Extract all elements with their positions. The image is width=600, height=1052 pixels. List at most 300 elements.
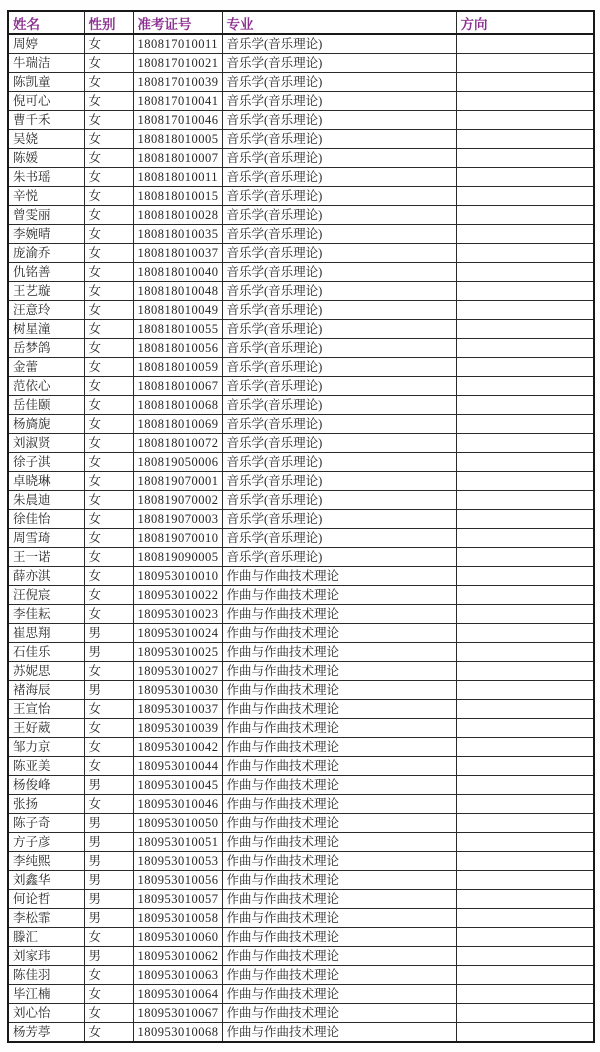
cell-major: 作曲与作曲技术理论	[222, 833, 456, 852]
table-row	[8, 814, 594, 833]
cell-ticket: 180953010045	[133, 776, 222, 795]
cell-direction	[456, 567, 594, 586]
cell-name: 庞渝乔	[8, 244, 84, 263]
cell-gender: 女	[84, 662, 133, 681]
cell-ticket: 180953010060	[133, 928, 222, 947]
table-row	[8, 510, 594, 529]
cell-name: 辛悦	[8, 187, 84, 206]
cell-name: 杨芳葶	[8, 1023, 84, 1043]
cell-name: 吴娆	[8, 130, 84, 149]
cell-direction	[456, 168, 594, 187]
cell-ticket: 180819070001	[133, 472, 222, 491]
cell-direction	[456, 453, 594, 472]
cell-name: 岳梦鸽	[8, 339, 84, 358]
cell-ticket: 180818010040	[133, 263, 222, 282]
cell-major: 音乐学(音乐理论)	[222, 301, 456, 320]
cell-direction	[456, 1023, 594, 1043]
cell-gender: 女	[84, 168, 133, 187]
cell-major: 音乐学(音乐理论)	[222, 130, 456, 149]
cell-ticket: 180953010010	[133, 567, 222, 586]
cell-gender: 女	[84, 567, 133, 586]
table-row	[8, 111, 594, 130]
cell-major: 作曲与作曲技术理论	[222, 814, 456, 833]
cell-ticket: 180818010015	[133, 187, 222, 206]
column-header-major: 专业	[222, 11, 456, 34]
cell-direction	[456, 339, 594, 358]
cell-gender: 女	[84, 453, 133, 472]
cell-major: 作曲与作曲技术理论	[222, 966, 456, 985]
cell-major: 作曲与作曲技术理论	[222, 928, 456, 947]
cell-direction	[456, 187, 594, 206]
cell-ticket: 180953010058	[133, 909, 222, 928]
cell-major: 音乐学(音乐理论)	[222, 472, 456, 491]
cell-direction	[456, 111, 594, 130]
cell-direction	[456, 814, 594, 833]
cell-gender: 女	[84, 187, 133, 206]
cell-name: 周雪琦	[8, 529, 84, 548]
cell-gender: 男	[84, 814, 133, 833]
table-row	[8, 415, 594, 434]
table-row	[8, 168, 594, 187]
table-row	[8, 225, 594, 244]
cell-name: 周婷	[8, 34, 84, 54]
cell-ticket: 180953010046	[133, 795, 222, 814]
cell-direction	[456, 852, 594, 871]
cell-gender: 男	[84, 852, 133, 871]
cell-direction	[456, 92, 594, 111]
cell-ticket: 180953010044	[133, 757, 222, 776]
table-row	[8, 662, 594, 681]
cell-direction	[456, 662, 594, 681]
cell-name: 牛瑞洁	[8, 54, 84, 73]
cell-major: 音乐学(音乐理论)	[222, 453, 456, 472]
cell-major: 音乐学(音乐理论)	[222, 358, 456, 377]
cell-name: 范依心	[8, 377, 84, 396]
table-row	[8, 605, 594, 624]
cell-gender: 男	[84, 947, 133, 966]
cell-major: 音乐学(音乐理论)	[222, 168, 456, 187]
table-row	[8, 757, 594, 776]
cell-name: 滕汇	[8, 928, 84, 947]
cell-ticket: 180817010011	[133, 34, 222, 54]
cell-gender: 女	[84, 529, 133, 548]
cell-major: 作曲与作曲技术理论	[222, 852, 456, 871]
cell-name: 崔思翔	[8, 624, 84, 643]
cell-name: 刘淑贤	[8, 434, 84, 453]
table-row	[8, 301, 594, 320]
cell-major: 作曲与作曲技术理论	[222, 947, 456, 966]
cell-name: 褚海辰	[8, 681, 84, 700]
cell-ticket: 180953010024	[133, 624, 222, 643]
cell-ticket: 180818010068	[133, 396, 222, 415]
cell-direction	[456, 928, 594, 947]
cell-direction	[456, 871, 594, 890]
cell-major: 作曲与作曲技术理论	[222, 700, 456, 719]
table-row	[8, 453, 594, 472]
cell-ticket: 180819070010	[133, 529, 222, 548]
cell-major: 作曲与作曲技术理论	[222, 586, 456, 605]
cell-major: 音乐学(音乐理论)	[222, 54, 456, 73]
cell-direction	[456, 491, 594, 510]
table-row	[8, 529, 594, 548]
cell-name: 仇铭善	[8, 263, 84, 282]
cell-gender: 女	[84, 700, 133, 719]
table-row	[8, 130, 594, 149]
table-row	[8, 890, 594, 909]
cell-major: 音乐学(音乐理论)	[222, 548, 456, 567]
cell-ticket: 180818010035	[133, 225, 222, 244]
cell-direction	[456, 472, 594, 491]
cell-ticket: 180818010069	[133, 415, 222, 434]
cell-direction	[456, 700, 594, 719]
cell-ticket: 180953010068	[133, 1023, 222, 1043]
cell-gender: 女	[84, 206, 133, 225]
cell-name: 杨旖旎	[8, 415, 84, 434]
cell-gender: 男	[84, 871, 133, 890]
cell-direction	[456, 586, 594, 605]
cell-ticket: 180953010039	[133, 719, 222, 738]
cell-major: 作曲与作曲技术理论	[222, 567, 456, 586]
cell-direction	[456, 510, 594, 529]
cell-ticket: 180818010048	[133, 282, 222, 301]
table-row	[8, 548, 594, 567]
cell-name: 金蕾	[8, 358, 84, 377]
cell-major: 作曲与作曲技术理论	[222, 871, 456, 890]
cell-ticket: 180953010022	[133, 586, 222, 605]
table-row	[8, 73, 594, 92]
cell-major: 音乐学(音乐理论)	[222, 510, 456, 529]
cell-direction	[456, 548, 594, 567]
cell-major: 作曲与作曲技术理论	[222, 681, 456, 700]
cell-name: 曹千禾	[8, 111, 84, 130]
cell-ticket: 180817010021	[133, 54, 222, 73]
cell-gender: 男	[84, 833, 133, 852]
table-row	[8, 282, 594, 301]
cell-ticket: 180818010056	[133, 339, 222, 358]
cell-major: 音乐学(音乐理论)	[222, 263, 456, 282]
table-row	[8, 320, 594, 339]
cell-name: 王好葳	[8, 719, 84, 738]
cell-gender: 女	[84, 795, 133, 814]
table-row	[8, 738, 594, 757]
cell-major: 音乐学(音乐理论)	[222, 320, 456, 339]
table-row	[8, 719, 594, 738]
table-row	[8, 852, 594, 871]
cell-name: 朱晨迪	[8, 491, 84, 510]
cell-gender: 女	[84, 472, 133, 491]
cell-major: 音乐学(音乐理论)	[222, 187, 456, 206]
cell-gender: 男	[84, 643, 133, 662]
cell-ticket: 180819050006	[133, 453, 222, 472]
cell-major: 作曲与作曲技术理论	[222, 795, 456, 814]
column-header-gender: 性别	[84, 11, 133, 34]
cell-direction	[456, 605, 594, 624]
cell-name: 李佳耘	[8, 605, 84, 624]
cell-name: 杨俊峰	[8, 776, 84, 795]
cell-gender: 女	[84, 491, 133, 510]
table-row	[8, 491, 594, 510]
table-row	[8, 396, 594, 415]
cell-name: 陈子奇	[8, 814, 84, 833]
cell-gender: 男	[84, 890, 133, 909]
table-row	[8, 567, 594, 586]
cell-gender: 男	[84, 776, 133, 795]
header-row	[8, 11, 594, 34]
cell-gender: 女	[84, 92, 133, 111]
cell-name: 刘家玮	[8, 947, 84, 966]
table-row	[8, 1023, 594, 1043]
column-header-name: 姓名	[8, 11, 84, 34]
table-row	[8, 206, 594, 225]
table-row	[8, 92, 594, 111]
cell-direction	[456, 130, 594, 149]
cell-major: 作曲与作曲技术理论	[222, 890, 456, 909]
cell-gender: 女	[84, 130, 133, 149]
table-row	[8, 624, 594, 643]
cell-direction	[456, 966, 594, 985]
cell-name: 李纯熙	[8, 852, 84, 871]
cell-name: 张扬	[8, 795, 84, 814]
cell-gender: 女	[84, 757, 133, 776]
cell-direction	[456, 244, 594, 263]
cell-major: 音乐学(音乐理论)	[222, 225, 456, 244]
table-row	[8, 681, 594, 700]
cell-ticket: 180953010050	[133, 814, 222, 833]
table-row	[8, 472, 594, 491]
cell-major: 音乐学(音乐理论)	[222, 415, 456, 434]
cell-ticket: 180817010041	[133, 92, 222, 111]
cell-direction	[456, 681, 594, 700]
cell-gender: 男	[84, 624, 133, 643]
cell-direction	[456, 149, 594, 168]
cell-ticket: 180953010042	[133, 738, 222, 757]
cell-ticket: 180953010067	[133, 1004, 222, 1023]
cell-ticket: 180818010072	[133, 434, 222, 453]
cell-gender: 女	[84, 719, 133, 738]
cell-direction	[456, 73, 594, 92]
table-row	[8, 377, 594, 396]
cell-direction	[456, 890, 594, 909]
cell-ticket: 180818010007	[133, 149, 222, 168]
cell-direction	[456, 947, 594, 966]
cell-major: 音乐学(音乐理论)	[222, 149, 456, 168]
cell-name: 陈佳羽	[8, 966, 84, 985]
cell-ticket: 180953010030	[133, 681, 222, 700]
cell-ticket: 180953010056	[133, 871, 222, 890]
cell-name: 方子彦	[8, 833, 84, 852]
cell-major: 作曲与作曲技术理论	[222, 985, 456, 1004]
cell-major: 作曲与作曲技术理论	[222, 1004, 456, 1023]
cell-major: 作曲与作曲技术理论	[222, 1023, 456, 1043]
cell-ticket: 180953010051	[133, 833, 222, 852]
cell-major: 作曲与作曲技术理论	[222, 738, 456, 757]
cell-gender: 女	[84, 149, 133, 168]
cell-ticket: 180818010037	[133, 244, 222, 263]
cell-name: 曾雯丽	[8, 206, 84, 225]
cell-name: 王宣怡	[8, 700, 84, 719]
cell-ticket: 180953010025	[133, 643, 222, 662]
table-row	[8, 776, 594, 795]
cell-major: 音乐学(音乐理论)	[222, 73, 456, 92]
cell-name: 朱书瑶	[8, 168, 84, 187]
cell-ticket: 180953010057	[133, 890, 222, 909]
cell-ticket: 180953010023	[133, 605, 222, 624]
cell-ticket: 180953010064	[133, 985, 222, 1004]
cell-direction	[456, 985, 594, 1004]
cell-major: 音乐学(音乐理论)	[222, 244, 456, 263]
cell-gender: 女	[84, 54, 133, 73]
cell-direction	[456, 377, 594, 396]
cell-name: 薛亦淇	[8, 567, 84, 586]
cell-name: 陈媛	[8, 149, 84, 168]
cell-major: 音乐学(音乐理论)	[222, 377, 456, 396]
cell-ticket: 180953010027	[133, 662, 222, 681]
cell-name: 岳佳颐	[8, 396, 84, 415]
cell-direction	[456, 358, 594, 377]
cell-name: 邹力京	[8, 738, 84, 757]
cell-ticket: 180818010005	[133, 130, 222, 149]
cell-gender: 女	[84, 301, 133, 320]
cell-ticket: 180818010028	[133, 206, 222, 225]
cell-gender: 女	[84, 358, 133, 377]
cell-direction	[456, 795, 594, 814]
cell-gender: 女	[84, 966, 133, 985]
cell-major: 音乐学(音乐理论)	[222, 206, 456, 225]
cell-gender: 女	[84, 1023, 133, 1043]
cell-name: 石佳乐	[8, 643, 84, 662]
table-row	[8, 795, 594, 814]
cell-direction	[456, 320, 594, 339]
table-row	[8, 909, 594, 928]
cell-ticket: 180819070002	[133, 491, 222, 510]
table-row	[8, 34, 594, 54]
cell-direction	[456, 738, 594, 757]
table-row	[8, 358, 594, 377]
table-row	[8, 149, 594, 168]
cell-direction	[456, 833, 594, 852]
cell-major: 音乐学(音乐理论)	[222, 34, 456, 54]
cell-name: 李婉晴	[8, 225, 84, 244]
cell-major: 作曲与作曲技术理论	[222, 757, 456, 776]
cell-ticket: 180817010046	[133, 111, 222, 130]
cell-major: 音乐学(音乐理论)	[222, 282, 456, 301]
cell-ticket: 180818010055	[133, 320, 222, 339]
cell-major: 作曲与作曲技术理论	[222, 909, 456, 928]
cell-major: 作曲与作曲技术理论	[222, 776, 456, 795]
table-row	[8, 700, 594, 719]
cell-direction	[456, 301, 594, 320]
cell-name: 王一诺	[8, 548, 84, 567]
cell-gender: 女	[84, 434, 133, 453]
cell-gender: 女	[84, 263, 133, 282]
cell-gender: 女	[84, 377, 133, 396]
cell-direction	[456, 757, 594, 776]
table-row	[8, 434, 594, 453]
cell-gender: 女	[84, 320, 133, 339]
table-row	[8, 928, 594, 947]
cell-major: 音乐学(音乐理论)	[222, 339, 456, 358]
table-row	[8, 947, 594, 966]
cell-ticket: 180953010063	[133, 966, 222, 985]
cell-gender: 女	[84, 339, 133, 358]
cell-major: 音乐学(音乐理论)	[222, 111, 456, 130]
cell-ticket: 180817010039	[133, 73, 222, 92]
cell-major: 音乐学(音乐理论)	[222, 491, 456, 510]
table-row	[8, 833, 594, 852]
cell-name: 汪倪宸	[8, 586, 84, 605]
cell-gender: 女	[84, 282, 133, 301]
cell-name: 树星潼	[8, 320, 84, 339]
cell-major: 作曲与作曲技术理论	[222, 605, 456, 624]
table-row	[8, 339, 594, 358]
cell-name: 卓晓琳	[8, 472, 84, 491]
table-row	[8, 187, 594, 206]
cell-major: 音乐学(音乐理论)	[222, 396, 456, 415]
cell-name: 毕江楠	[8, 985, 84, 1004]
cell-gender: 女	[84, 415, 133, 434]
cell-name: 徐佳怡	[8, 510, 84, 529]
cell-gender: 男	[84, 681, 133, 700]
cell-direction	[456, 263, 594, 282]
cell-gender: 女	[84, 73, 133, 92]
cell-direction	[456, 225, 594, 244]
cell-major: 音乐学(音乐理论)	[222, 434, 456, 453]
cell-gender: 女	[84, 396, 133, 415]
cell-direction	[456, 396, 594, 415]
column-header-direction: 方向	[456, 11, 594, 34]
cell-direction	[456, 206, 594, 225]
table-row	[8, 985, 594, 1004]
cell-ticket: 180819090005	[133, 548, 222, 567]
cell-name: 苏妮思	[8, 662, 84, 681]
cell-ticket: 180953010053	[133, 852, 222, 871]
cell-direction	[456, 643, 594, 662]
table-row	[8, 1004, 594, 1023]
cell-direction	[456, 719, 594, 738]
table-row	[8, 54, 594, 73]
cell-gender: 女	[84, 985, 133, 1004]
cell-gender: 女	[84, 586, 133, 605]
cell-direction	[456, 909, 594, 928]
table-row	[8, 263, 594, 282]
table-row	[8, 966, 594, 985]
table-row	[8, 643, 594, 662]
cell-direction	[456, 776, 594, 795]
cell-gender: 女	[84, 225, 133, 244]
cell-major: 作曲与作曲技术理论	[222, 662, 456, 681]
cell-direction	[456, 34, 594, 54]
cell-major: 作曲与作曲技术理论	[222, 624, 456, 643]
cell-gender: 女	[84, 738, 133, 757]
cell-direction	[456, 624, 594, 643]
cell-ticket: 180818010059	[133, 358, 222, 377]
cell-direction	[456, 415, 594, 434]
cell-major: 作曲与作曲技术理论	[222, 643, 456, 662]
cell-name: 刘鑫华	[8, 871, 84, 890]
cell-major: 音乐学(音乐理论)	[222, 529, 456, 548]
cell-direction	[456, 1004, 594, 1023]
cell-gender: 女	[84, 548, 133, 567]
cell-gender: 女	[84, 928, 133, 947]
cell-ticket: 180818010011	[133, 168, 222, 187]
column-header-ticket: 准考证号	[133, 11, 222, 34]
cell-direction	[456, 434, 594, 453]
cell-ticket: 180953010037	[133, 700, 222, 719]
cell-direction	[456, 282, 594, 301]
cell-name: 陈亚美	[8, 757, 84, 776]
cell-ticket: 180818010067	[133, 377, 222, 396]
cell-gender: 男	[84, 909, 133, 928]
